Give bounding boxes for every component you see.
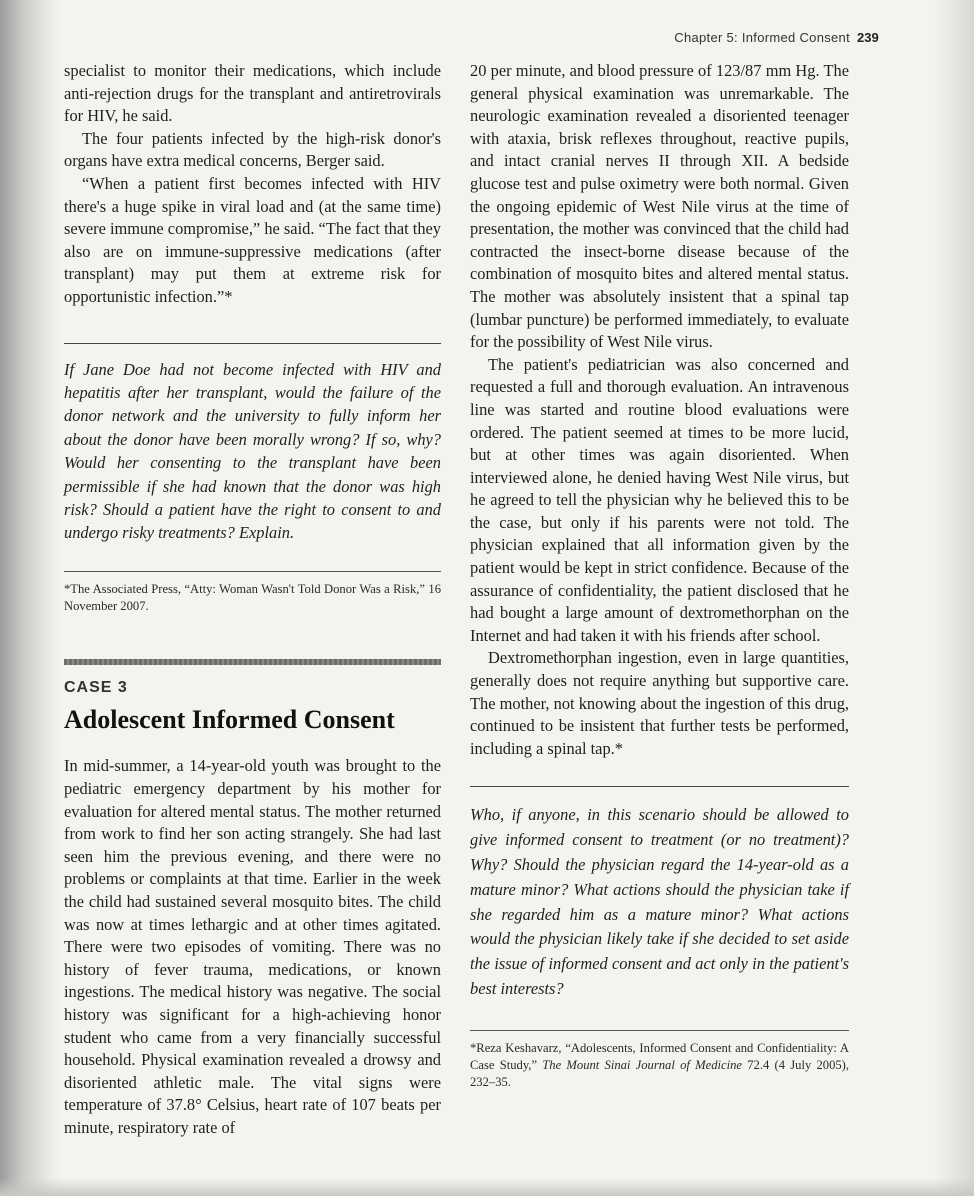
case-label: CASE 3 [64,678,128,696]
footnote-citation: 72.4 (4 July 2005), 232–35. [470,1057,850,1089]
footnote-rule-right [470,1030,849,1031]
case-paragraph-1: In mid-summer, a 14-year-old youth was brought to the pediatric emergency department by his mother for evaluation for altered mental status. The mother returned from work to find her son acting strangely. She had last seen him the previous evening, and there were no problems or complaints at that time. Earlier in the week the child had sustained several mosquito bites. The child was now at times lethargic and at other times agitated. There were two episodes of vomiting. There was no history of fever trauma, medications, or known ingestions. The medical history was negative. The social history was significant for a high-achieving honor student who came from a very financially successful household. Physical examination revealed a drowsy and disoriented athletic male. The vital signs were temperature of 37.8° Celsius, heart rate of 107 beats per minute, respiratory rate of [64,756,441,1137]
page-bottom-shadow [0,1178,974,1196]
binding-gutter-shadow [0,0,60,1196]
right-paragraph-1: 20 per minute, and blood pressure of 123/87 mm Hg. The general physical examination was unremarkable. The neurologic examination revealed a disoriented teenager with ataxia, brisk reflexes throughout, reactive pupils, and intact cranial nerves II through XII. A bedside glucose test and pulse oximetry were both normal. Given the ongoing epidemic of West Nile virus at the time of presentation, the mother was convinced that the child had contracted the insect-borne disease because of the combination of mosquito bites and altered mental status. The mother was absolutely insistent that a spinal tap (lumbar puncture) be performed immediately, to evaluate for the possibility of West Nile virus. [470,61,849,352]
footnote-journal: The Mount Sinai Journal of Medicine [542,1057,742,1072]
right-discussion-question: Who, if anyone, in this scenario should be allowed to give informed consent to treatment (or no treatment)? Why? Should the physician regard the 14-year-old as a mature minor? What actions should the physician take if she regarded him as a mature minor? What actions would the physician likely take if she decided to set aside the issue of informed consent and act only in the patient's best interests? [470,805,849,998]
right-paragraph-2: The patient's pediatrician was also concerned and requested a full and thorough evaluation. An intravenous line was started and routine blood evaluations were ordered. The patient seemed at times to be more lucid, but at other times was again disoriented. When interviewed alone, he denied having West Nile virus, but he agreed to tell the physician why he believed this to be the case, but only if his parents were not told. The physician explained that all information given by the patient would be kept in strict confidence. Because of the assurance of confidentiality, the patient disclosed that he had bought a large amount of dextromethorphan on the Internet and had taken it with his friends after school. [470,354,849,645]
question-rule-top [64,343,441,344]
left-discussion-question: If Jane Doe had not become infected with HIV and hepatitis after her transplant, would the failure of the donor network and the university to fully inform her about the donor have been morally wrong? If so, why? Would her consenting to the transplant have been permissible if she had known that the donor was high risk? Should a patient have the right to consent to and undergo risky treatments? Explain. [64,359,441,543]
left-footnote: *The Associated Press, “Atty: Woman Wasn't Told Donor Was a Risk,” 16 November 2007. [64,581,441,613]
page-edge-shadow [934,0,974,1196]
right-paragraph-3: Dextromethorphan ingestion, even in large quantities, generally does not require anything but supportive care. The mother, not knowing about the ingestion of this drug, continued to be insistent that further tests be performed, including a spinal tap.* [470,648,849,758]
left-paragraph-2: The four patients infected by the high-risk donor's organs have extra medical concerns, Berger said. [64,128,441,171]
right-footnote [470,1040,849,1091]
left-paragraph-1: specialist to monitor their medications, which include anti-rejection drugs for the transplant and antiretrovirals for HIV, he said. [64,61,441,126]
right-column [470,60,849,1091]
case-divider-bar [64,659,441,665]
case-title: Adolescent Informed Consent [64,705,395,735]
left-column [64,60,441,1139]
footnote-rule [64,571,441,572]
left-paragraph-3: “When a patient first becomes infected with HIV there's a huge spike in viral load and (at the same time) severe immune compromise,” he said. “The fact that they also are on immune-suppressive medications (after transplant) may put them at extreme risk for opportunistic infection.”* [64,173,441,306]
running-head: Chapter 5: Informed Consent [674,30,850,45]
question-rule-top-right [470,786,849,787]
page-number: 239 [857,30,879,45]
footnote-author: *Reza Keshavarz, “Adolescents, Informed Consent and Confidentiality: A Case Study,” [470,1040,849,1072]
